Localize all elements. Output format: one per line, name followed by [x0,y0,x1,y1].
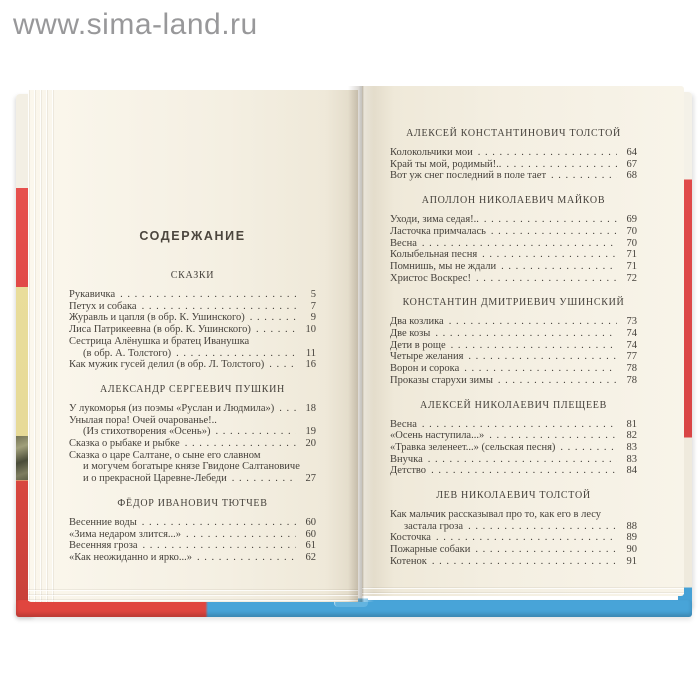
toc-item-title: Сказка о царе Салтане, о сыне его славном [69,449,261,461]
toc-item-title: Как мужик гусей делил (в обр. Л. Толстого) [69,359,265,371]
dot-leader [142,517,296,529]
page-number: 10 [305,324,316,336]
dot-leader [489,430,617,442]
toc-item-title: Колыбельная песня [390,249,478,261]
toc-item [390,419,637,431]
dot-leader [501,261,617,273]
toc-item-title: Уходи, зима седая!.. [390,214,479,226]
toc-item [390,363,637,375]
dot-leader [551,170,617,182]
dot-leader [451,340,617,352]
toc-item [69,324,316,336]
watermark-text: www.sima-land.ru [13,8,258,41]
page-number: 61 [305,540,316,552]
toc-item [69,348,316,360]
page-number: 88 [626,520,637,532]
page-number: 84 [626,465,637,477]
toc-item [390,159,637,171]
toc-item-wrap-line [69,415,316,427]
toc-item [390,226,637,238]
dot-leader [506,159,617,171]
toc-item-wrap-line [69,461,316,473]
dot-leader [476,273,617,285]
toc-item [69,312,316,324]
toc-item-title: Ворон и сорока [390,363,460,375]
toc-item-title: «Травка зеленеет...» (сельская песня) [390,441,556,453]
toc-item [390,261,637,273]
dot-leader [197,552,296,564]
dot-leader [422,419,617,431]
page-number: 74 [626,328,637,340]
dot-leader [185,438,296,450]
dot-leader [143,540,296,552]
page-number: 70 [626,237,637,249]
toc-item-title: Рукавичка [69,289,116,300]
dot-leader [215,426,296,438]
page-number: 72 [626,272,637,284]
toc-item [390,556,637,568]
toc-item-title: застала гроза [404,520,464,532]
toc-item-title: У лукоморья (из поэмы «Руслан и Людмила») [69,402,275,414]
dot-leader [436,532,617,544]
page-number: 77 [626,351,637,363]
toc-item [390,544,637,556]
dot-leader [484,214,617,226]
toc-item [69,301,316,313]
toc-item-wrap-line [390,509,637,521]
toc-item-title: Две козы [390,328,431,340]
page-number: 83 [626,441,637,453]
page-number: 62 [305,551,316,563]
toc-item-title: Помнишь, мы не ждали [390,260,497,272]
page-number: 71 [626,249,637,261]
right-page [362,86,684,596]
dot-leader [250,312,296,324]
toc-item [69,540,316,552]
toc-item-title: Пожарные собаки [390,544,471,556]
page-number: 78 [626,374,637,386]
toc-section-heading: АПОЛЛОН НИКОЛАЕВИЧ МАЙКОВ [421,195,606,207]
dot-leader [269,359,296,371]
dot-leader [120,289,296,301]
dot-leader [431,465,617,477]
toc-section-heading: ЛЕВ НИКОЛАЕВИЧ ТОЛСТОЙ [436,490,591,502]
toc-item-title: Край ты мой, родимый!.. [390,158,502,170]
page-number: 69 [626,214,637,226]
toc-item-title: Внучка [390,453,423,465]
toc-item [69,552,316,564]
book-cover-bottom-edge [16,600,692,617]
left-page-content [69,229,316,564]
dot-leader [432,556,617,568]
page-number: 20 [305,438,316,450]
page-number: 70 [626,225,637,237]
page-number: 16 [305,359,316,371]
toc-item [390,454,637,466]
page-number: 18 [305,402,316,414]
toc-item-title: Весенняя гроза [69,540,138,552]
toc-item-title: Четыре желания [390,351,464,363]
dot-leader [468,521,617,533]
toc-item [390,521,637,533]
page-number: 7 [310,300,316,312]
left-page-toc [69,270,316,564]
toc-item-title: «Зима недаром злится...» [69,528,182,540]
dot-leader [498,375,617,387]
right-page-content [390,128,637,568]
toc-item-title: Как мальчик рассказывал про то, как его в лесу [390,509,602,521]
toc-item [390,375,637,387]
toc-item [390,147,637,159]
page-number: 60 [305,516,316,528]
toc-item-title: Журавль и цапля (в обр. К. Ушинского) [69,312,245,324]
toc-item-title: (в обр. А. Толстого) [83,347,172,359]
toc-item-title: Унылая пора! Очей очарованье!.. [69,414,217,426]
toc-item-title: Котенок [390,555,427,567]
toc-item [390,442,637,454]
dot-leader [560,442,617,454]
right-page-toc [390,128,637,568]
dot-leader [482,249,617,261]
dot-leader [475,544,617,556]
toc-section-heading: АЛЕКСАНДР СЕРГЕЕВИЧ ПУШКИН [100,383,285,395]
toc-item-title: Весна [390,418,417,430]
toc-item-title: Петух и собака [69,300,137,312]
dot-leader [428,454,617,466]
page-number: 5 [310,289,316,300]
page-number: 11 [305,347,316,359]
toc-item-title: Проказы старухи зимы [390,374,493,386]
toc-item-title: Колокольчики мои [390,147,473,158]
toc-item [390,214,637,226]
toc-section-heading: АЛЕКСЕЙ НИКОЛАЕВИЧ ПЛЕЩЕЕВ [420,399,607,411]
toc-item-wrap-line [69,336,316,348]
contents-title: СОДЕРЖАНИЕ [139,229,246,243]
toc-item-title: Сказка о рыбаке и рыбке [69,438,180,450]
toc-item [390,249,637,261]
toc-item [390,238,637,250]
dot-leader [422,238,617,250]
dot-leader [142,301,296,313]
toc-item-title: Косточка [390,532,431,544]
page-number: 83 [626,453,637,465]
page-number: 90 [626,544,637,556]
page-number: 9 [310,312,316,324]
page-number: 60 [305,528,316,540]
toc-item [390,340,637,352]
toc-item-title: Дети в роще [390,339,446,351]
toc-item [69,438,316,450]
page-number: 73 [626,316,637,328]
dot-leader [478,147,617,159]
toc-item-wrap-line [69,450,316,462]
left-page [28,90,358,602]
toc-item [390,465,637,477]
toc-item-title: и о прекрасной Царевне-Лебеди [83,473,227,485]
toc-item-title: Весенние воды [69,516,137,528]
toc-item-title: Весна [390,237,417,249]
toc-item-title: Два козлика [390,316,444,328]
toc-item [69,517,316,529]
toc-item-title: Сестрица Алёнушка и братец Иванушка [69,335,250,347]
toc-item-title: Ласточка примчалась [390,225,486,237]
page-number: 68 [626,170,637,182]
toc-item [390,351,637,363]
page-number: 89 [626,532,637,544]
page-number: 64 [626,147,637,158]
dot-leader [279,403,296,415]
toc-item-title: Детство [390,465,427,477]
dot-leader [176,348,296,360]
toc-section-heading: ФЁДОР ИВАНОВИЧ ТЮТЧЕВ [117,497,268,509]
toc-section-heading: СКАЗКИ [170,270,215,281]
toc-item [390,532,637,544]
toc-item [69,529,316,541]
toc-item-title: Вот уж снег последний в поле тает [390,170,547,182]
toc-item-title: и могучем богатыре князе Гвидоне Салтановиче [83,461,300,473]
dot-leader [186,529,296,541]
page-number: 27 [305,473,316,485]
page-number: 19 [305,426,316,438]
toc-item-title: Христос Воскрес! [390,272,471,284]
page-number: 78 [626,363,637,375]
toc-item [69,289,316,301]
page-number: 82 [626,430,637,442]
toc-section-heading: КОНСТАНТИН ДМИТРИЕВИЧ УШИНСКИЙ [402,297,625,309]
page-number: 81 [626,418,637,430]
toc-item [390,430,637,442]
dot-leader [491,226,617,238]
toc-item [69,403,316,415]
toc-item [390,273,637,285]
toc-item-title: «Осень наступила...» [390,430,485,442]
dot-leader [449,316,617,328]
dot-leader [468,351,617,363]
page-number: 74 [626,339,637,351]
toc-item-title: (Из стихотворения «Осень») [83,426,211,438]
toc-item [390,170,637,182]
dot-leader [232,473,296,485]
toc-item-title: «Как неожиданно и ярко...» [69,551,193,563]
toc-item [390,328,637,340]
toc-item [390,316,637,328]
toc-item-title: Лиса Патрикеевна (в обр. К. Ушинского) [69,324,251,336]
dot-leader [464,363,617,375]
toc-section-heading: АЛЕКСЕЙ КОНСТАНТИНОВИЧ ТОЛСТОЙ [406,128,621,139]
dot-leader [435,328,617,340]
toc-item [69,473,316,485]
toc-item [69,426,316,438]
dot-leader [256,324,296,336]
page-number: 91 [626,555,637,567]
page-number: 71 [626,260,637,272]
page-number: 67 [626,158,637,170]
toc-item [69,359,316,371]
